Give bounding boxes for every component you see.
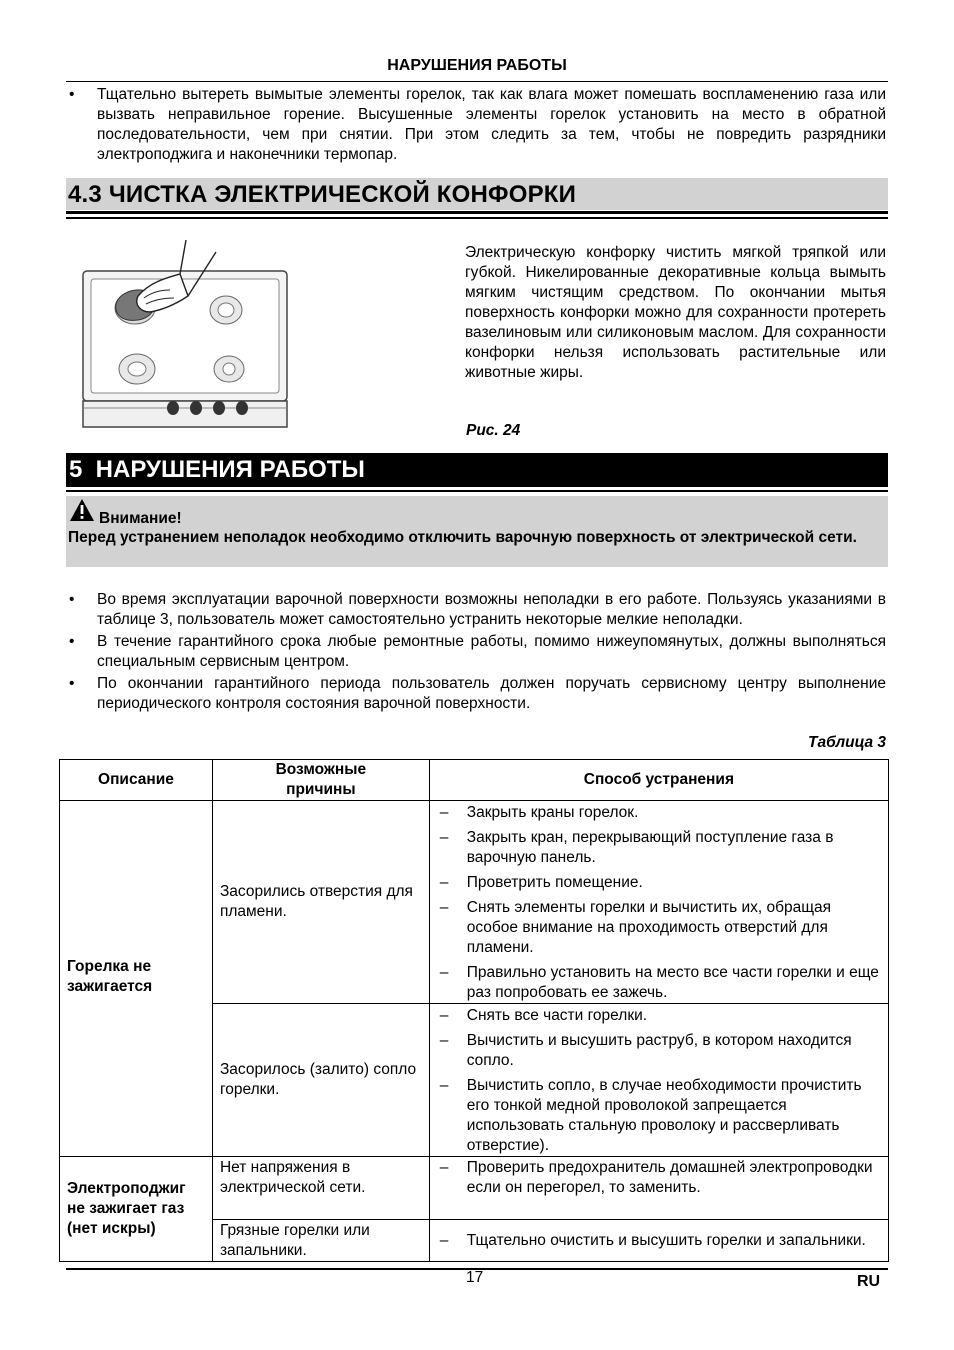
running-header: НАРУШЕНИЯ РАБОТЫ [387,57,567,74]
list-item: • Во время эксплуатации варочной поверхности возможны неполадки в его работе. Пользуясь указаниями в таблице 3, пользователь может самостоятельно устранить некоторые мелкие неполадки. [66,590,886,630]
column-header-remedy: Способ устранения [429,760,888,801]
remedy-item: – Закрыть краны горелок. [437,803,881,823]
table-header-row [60,760,889,801]
cause-cell: Грязные горелки или запальники. [212,1220,429,1262]
remedy-item: – Правильно установить на место все части горелки и еще раз попробовать ее зажечь. [437,963,881,1003]
remedy-item: – Вычистить сопло, в случае необходимости прочистить его тонкой медной проволокой запрещается использовать стальную проволоку и рассверливать отверстие). [437,1076,881,1156]
list-item: • В течение гарантийного срока любые ремонтные работы, помимо нижеупомянутых, должны выполняться специальным сервисным центром. [66,632,886,672]
remedy-item: – Снять элементы горелки и вычистить их, обращая особое внимание на проходимость отверстий для пламени. [437,898,881,958]
remedy-item: – Снять все части горелки. [437,1006,881,1026]
remedy-item: – Закрыть кран, перекрывающий поступление газа в варочную панель. [437,828,881,868]
description-cell: Электроподжиг не зажигает газ (нет искры) [60,1157,213,1262]
section-rule [66,217,888,219]
remedy-item: – Проветрить помещение. [437,873,881,893]
section-5-bullet-list [66,590,886,714]
cause-cell: Нет напряжения в электрической сети. [212,1157,429,1220]
section-4-3-title: 4.3 ЧИСТКА ЭЛЕКТРИЧЕСКОЙ КОНФОРКИ [68,181,577,208]
warning-text: Перед устранением неполадок необходимо отключить варочную поверхность от электрической сети. [68,529,857,546]
language-code: RU [857,1273,881,1290]
section-5-heading [66,453,888,487]
section-5-title: 5 НАРУШЕНИЯ РАБОТЫ [69,456,365,483]
figure-caption: Рис. 24 [466,422,521,439]
cause-cell: Засорились отверстия для пламени. [212,801,429,1004]
section-rule [66,211,888,214]
troubleshooting-table [59,759,889,1262]
section-4-3-heading [66,178,888,210]
list-item: • Тщательно вытереть вымытые элементы горелок, так как влага может помешать воспламенению газа или вызвать неправильное горение. Высушенные элементы горелок установить на место в обратной последовательности, чем при снятии. При этом следить за тем, чтобы не повредить разрядники электроподжига и наконечники термопар. [66,85,886,165]
section-rule [66,490,888,492]
remedy-cell [429,801,888,1004]
remedy-item: – Вычистить и высушить раструб, в котором находится сопло. [437,1031,881,1071]
column-header-causes: Возможные причины [212,760,429,801]
remedy-item: – Тщательно очистить и высушить горелки и запальники. [437,1231,881,1251]
warning-box [66,496,888,567]
table-row [60,1157,889,1220]
intro-bullet-list [66,85,886,165]
warning-title: Внимание! [99,510,182,527]
page-number: 17 [466,1269,484,1286]
remedy-cell [429,1220,888,1262]
table-caption: Таблица 3 [808,734,886,751]
cooktop-cleaning-illustration [80,238,290,430]
cause-cell: Засорилось (залито) сопло горелки. [212,1004,429,1157]
remedy-cell [429,1004,888,1157]
remedy-item: – Проверить предохранитель домашней электропроводки если он перегорел, то заменить. [437,1158,881,1198]
warning-triangle-icon [69,498,95,522]
list-item: • По окончании гарантийного периода пользователь должен поручать сервисному центру выполнение периодического контроля состояния варочной поверхности. [66,674,886,714]
remedy-cell [429,1157,888,1220]
table-row [60,801,889,1004]
column-header-description: Описание [60,760,213,801]
description-cell: Горелка не зажигается [60,801,213,1157]
section-4-3-paragraph: Электрическую конфорку чистить мягкой тряпкой или губкой. Никелированные декоративные кольца вымыть мягким чистящим средством. По окончании мытья поверхность конфорки можно для сохранности протереть вазелиновым или силиконовым маслом. Для сохранности конфорки нельзя использовать растительные или животные жиры. [465,244,886,381]
header-rule [66,81,888,82]
